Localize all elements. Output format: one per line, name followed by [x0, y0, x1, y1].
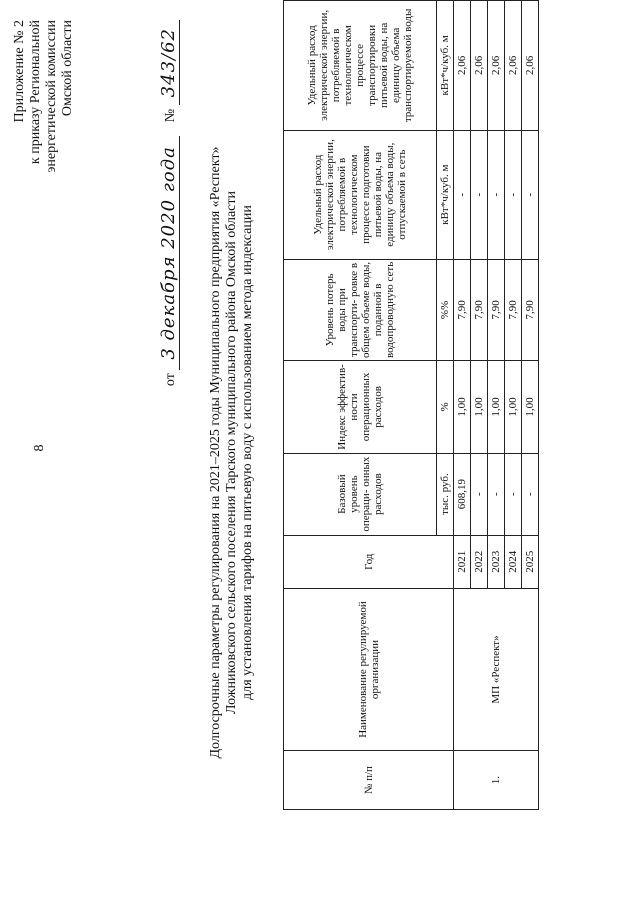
table-header-row — [284, 1, 437, 810]
cell-energy2: 2,06 — [488, 1, 505, 131]
cell-base: 608,19 — [454, 453, 471, 535]
page-number: 8 — [32, 444, 47, 452]
unit-energy1: кВт*ч/куб. м — [437, 130, 454, 259]
cell-index: 1,00 — [522, 361, 539, 453]
order-date-number — [158, 20, 179, 540]
cell-energy1: - — [522, 130, 539, 259]
appendix-line: Приложение № 2 — [12, 20, 27, 123]
cell-index: 1,00 — [454, 361, 471, 453]
header-org: Наименование регулируемой организации — [284, 588, 454, 750]
cell-index: 1,00 — [471, 361, 488, 453]
unit-index: % — [437, 361, 454, 453]
unit-base: тыс. руб. — [437, 453, 454, 535]
title-line: Долгосрочные параметры регулирования на 2021–2025 годы Муниципального предприятия «Респект» — [208, 146, 223, 759]
header-num: № п/п — [284, 751, 454, 810]
cell-base: - — [505, 453, 522, 535]
title-line: Ложниковского сельского поселения Тарского муниципального района Омской области — [224, 191, 239, 715]
header-energy2: Удельный расход электрической энергии, потребляемой в технологическом процессе транспортировки питьевой воды, на единицу объема транспортируемой воды — [284, 1, 437, 131]
cell-base: - — [522, 453, 539, 535]
cell-loss: 7,90 — [471, 259, 488, 361]
cell-year: 2023 — [488, 535, 505, 588]
cell-loss: 7,90 — [522, 259, 539, 361]
cell-loss: 7,90 — [454, 259, 471, 361]
cell-index: 1,00 — [505, 361, 522, 453]
cell-energy2: 2,06 — [522, 1, 539, 131]
parameters-table — [283, 0, 539, 810]
cell-energy2: 2,06 — [471, 1, 488, 131]
cell-energy1: - — [454, 130, 471, 259]
title-line: для установления тарифов на питьевую воду с использованием метода индексации — [240, 205, 255, 700]
cell-index: 1,00 — [488, 361, 505, 453]
appendix-line: к приказу Региональной — [28, 20, 43, 165]
number-prefix: № — [163, 108, 178, 123]
date-prefix: от — [163, 373, 178, 387]
header-energy1: Удельный расход электрической энергии, потребляемой в технологическом процессе подготовки питьевой воды, на единицу объема воды, отпускаемой в сеть — [284, 130, 437, 259]
cell-energy1: - — [488, 130, 505, 259]
document-title — [208, 0, 256, 905]
unit-energy2: кВт*ч/куб. м — [437, 1, 454, 131]
header-base: Базовый уровень операци- онных расходов — [284, 453, 437, 535]
unit-loss: %% — [437, 259, 454, 361]
header-loss: Уровень потерь воды при транспорти- ровке в общем объеме воды, поданной в водопроводную сеть — [284, 259, 437, 361]
appendix-line: энергетической комиссии — [44, 20, 59, 173]
org-num: 1. — [454, 751, 539, 810]
cell-year: 2024 — [505, 535, 522, 588]
handwritten-number: 343/62 — [158, 20, 180, 105]
cell-energy1: - — [471, 130, 488, 259]
appendix-block — [12, 20, 76, 280]
cell-base: - — [488, 453, 505, 535]
table-row — [454, 1, 471, 810]
cell-base: - — [471, 453, 488, 535]
cell-year: 2022 — [471, 535, 488, 588]
cell-energy2: 2,06 — [454, 1, 471, 131]
org-name: МП «Респект» — [454, 588, 539, 750]
cell-energy1: - — [505, 130, 522, 259]
header-year: Год — [284, 535, 454, 588]
header-index: Индекс эффектив- ности операционных расходов — [284, 361, 437, 453]
cell-year: 2025 — [522, 535, 539, 588]
cell-energy2: 2,06 — [505, 1, 522, 131]
cell-loss: 7,90 — [505, 259, 522, 361]
cell-year: 2021 — [454, 535, 471, 588]
handwritten-date: 3 декабря 2020 года — [158, 136, 180, 369]
cell-loss: 7,90 — [488, 259, 505, 361]
appendix-line: Омской области — [60, 20, 75, 117]
